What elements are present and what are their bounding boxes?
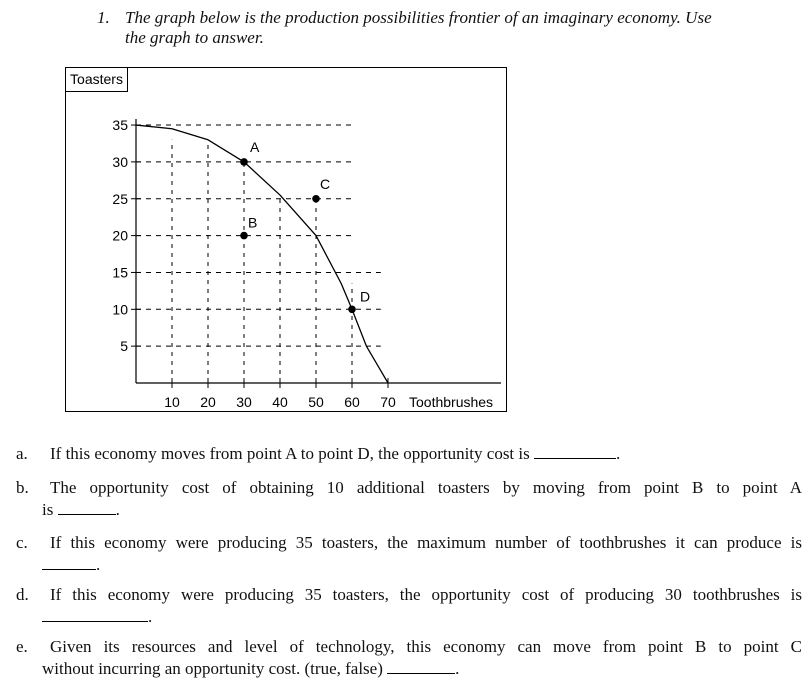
- point-a: [240, 158, 248, 166]
- point-label-d: D: [360, 288, 371, 305]
- item-b: b. The opportunity cost of obtaining 10 additional toasters by moving from point B to point A is .: [16, 478, 802, 519]
- y-tick-label-15: 15: [112, 264, 128, 281]
- x-tick-label-40: 40: [272, 394, 288, 410]
- x-tick-label-10: 10: [164, 394, 180, 410]
- point-label-a: A: [250, 138, 260, 155]
- question-text-line2: the graph to answer.: [125, 28, 264, 47]
- item-b-text-line2: is: [42, 500, 54, 519]
- item-d-text: If this economy were producing 35 toasters, the opportunity cost of producing 30 toothbrushes is: [50, 585, 802, 604]
- item-d: d. If this economy were producing 35 toasters, the opportunity cost of producing 30 toothbrushes is .: [16, 585, 802, 626]
- point-b: [240, 232, 248, 240]
- answer-blank-a[interactable]: [534, 443, 616, 459]
- item-c: c. If this economy were producing 35 toasters, the maximum number of toothbrushes it can produce is .: [16, 533, 802, 574]
- y-tick-label-30: 30: [112, 153, 128, 170]
- y-tick-label-25: 25: [112, 190, 128, 207]
- y-tick-label-35: 35: [112, 117, 128, 134]
- y-tick-label-20: 20: [112, 227, 128, 244]
- item-b-label: b.: [16, 478, 29, 497]
- question-number: 1.: [97, 8, 110, 27]
- question-text: [125, 8, 785, 48]
- point-label-c: C: [320, 175, 331, 192]
- item-a-label: a.: [16, 444, 28, 463]
- x-tick-label-70: 70: [380, 394, 396, 410]
- item-c-label: c.: [16, 533, 28, 552]
- y-axis-label: Toasters: [70, 71, 123, 87]
- ppf-curve: [136, 125, 388, 383]
- item-e-text-line1: Given its resources and level of technology, this economy can move from point B to point C: [50, 637, 802, 656]
- item-e-text-line2: without incurring an opportunity cost. (true, false): [42, 659, 383, 678]
- item-d-label: d.: [16, 585, 29, 604]
- item-b-text-line1: The opportunity cost of obtaining 10 additional toasters by moving from point B to point A: [50, 478, 802, 497]
- answer-blank-e[interactable]: [387, 658, 455, 674]
- answer-blank-d[interactable]: [42, 606, 148, 622]
- item-a: a. If this economy moves from point A to point D, the opportunity cost is .: [16, 444, 621, 463]
- x-axis-label: Toothbrushes: [409, 394, 494, 410]
- point-label-b: B: [248, 214, 258, 231]
- y-tick-label-5: 5: [120, 338, 128, 355]
- item-e: e. Given its resources and level of technology, this economy can move from point B to point C without incurring an opportunity cost. (true, false) .: [16, 637, 802, 678]
- item-e-label: e.: [16, 637, 28, 656]
- x-tick-label-20: 20: [200, 394, 216, 410]
- x-tick-label-60: 60: [344, 394, 360, 410]
- point-c: [312, 195, 320, 203]
- answer-blank-c[interactable]: [42, 554, 96, 570]
- x-tick-label-50: 50: [308, 394, 324, 410]
- item-a-text: If this economy moves from point A to point D, the opportunity cost is: [50, 444, 530, 463]
- y-tick-label-10: 10: [112, 301, 128, 318]
- chart-frame: [66, 68, 507, 412]
- item-c-text: If this economy were producing 35 toasters, the maximum number of toothbrushes it can produce is: [50, 533, 802, 552]
- x-tick-label-30: 30: [236, 394, 252, 410]
- answer-blank-b[interactable]: [58, 499, 116, 515]
- question-text-line1: The graph below is the production possibilities frontier of an imaginary economy. Use: [125, 8, 712, 27]
- ppf-chart: [65, 67, 507, 412]
- point-d: [348, 306, 356, 314]
